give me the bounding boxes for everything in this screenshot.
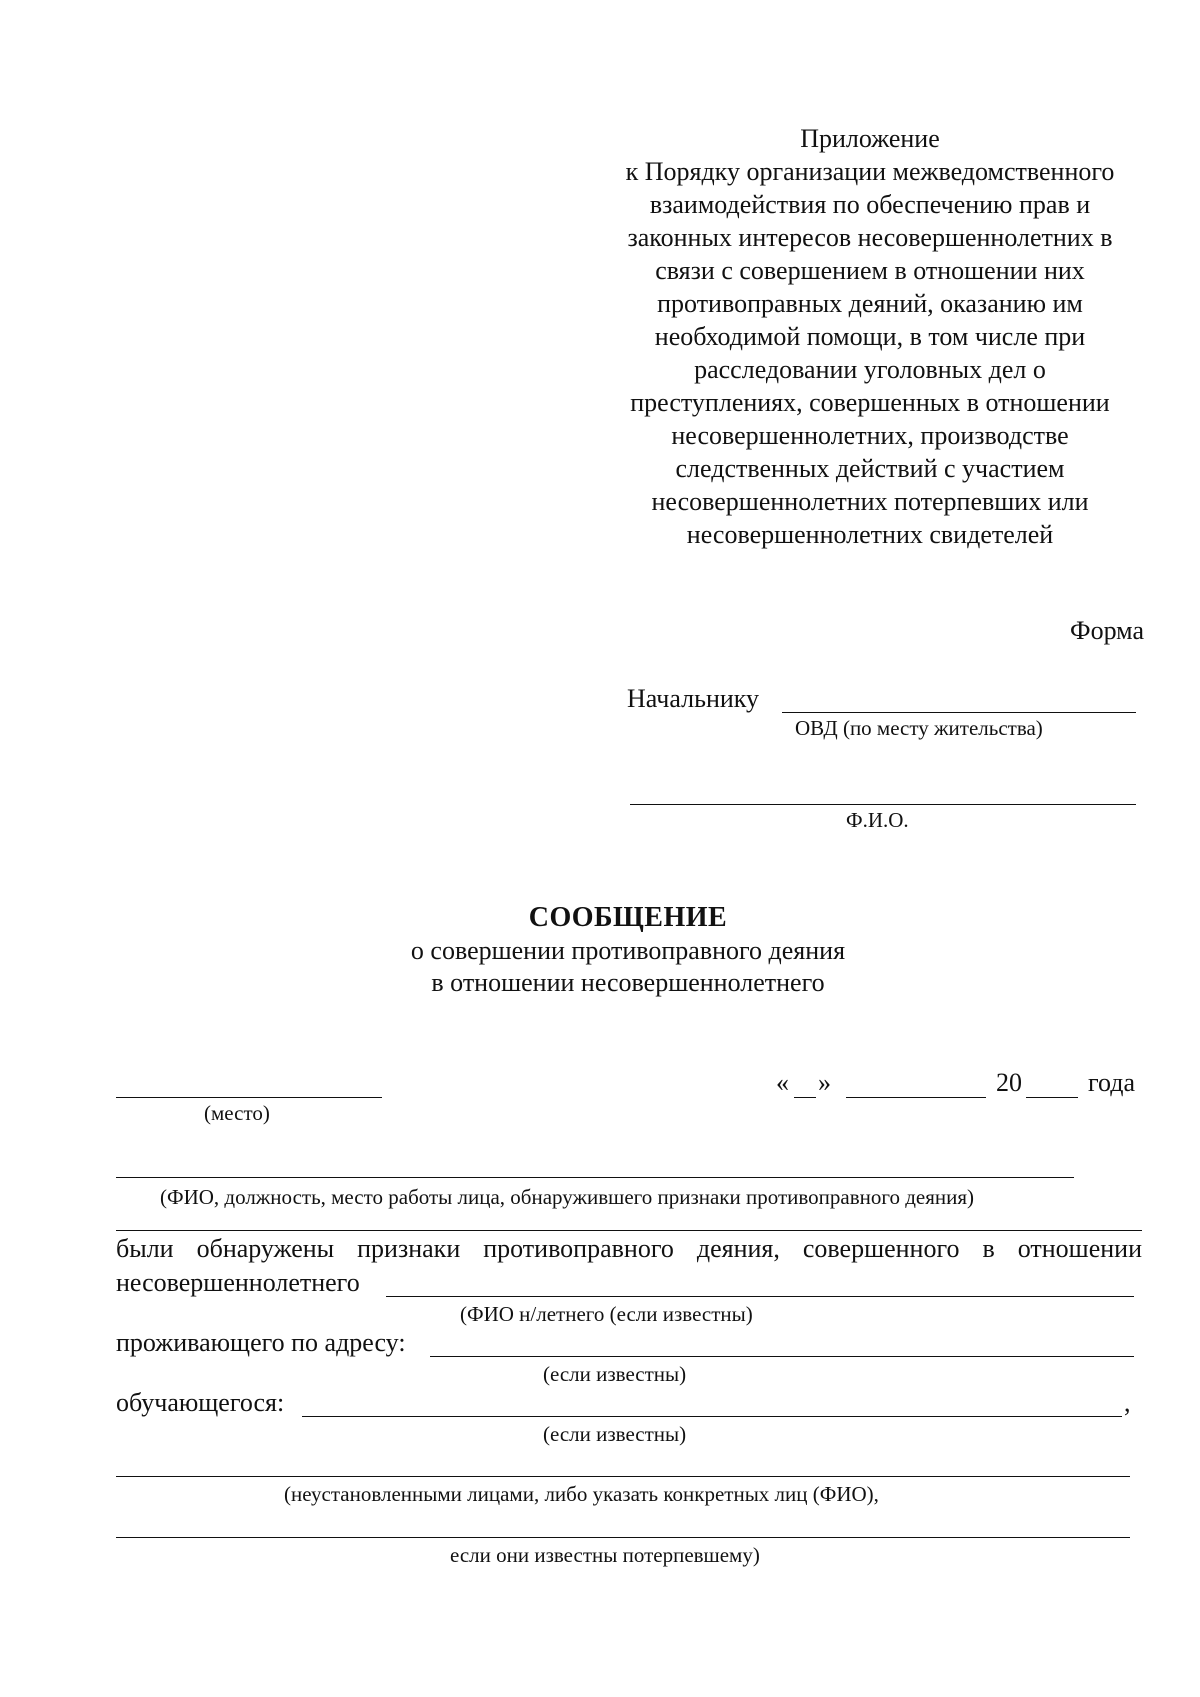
persons-caption-1: (неустановленными лицами, либо указать конкретных лиц (ФИО), xyxy=(284,1482,879,1506)
persons-caption-2: если они известны потерпевшему) xyxy=(450,1543,760,1567)
minor-field-line[interactable] xyxy=(386,1296,1134,1297)
appendix-line: связи с совершением в отношении них xyxy=(655,256,1085,285)
school-label: обучающегося: xyxy=(116,1388,285,1417)
year-field-line[interactable] xyxy=(1026,1097,1078,1098)
document-title: СООБЩЕНИЕ xyxy=(528,902,728,933)
address-label: проживающего по адресу: xyxy=(116,1328,406,1357)
reporter-caption: (ФИО, должность, место работы лица, обнаружившего признаки противоправного деяния) xyxy=(160,1185,974,1209)
appendix-line: несовершеннолетних, производстве xyxy=(671,421,1069,450)
school-caption: (если известны) xyxy=(543,1422,687,1446)
month-field-line[interactable] xyxy=(846,1097,986,1098)
ovd-field-line[interactable] xyxy=(782,712,1136,713)
appendix-line: Приложение xyxy=(800,124,940,153)
reporter-field-line[interactable] xyxy=(116,1177,1074,1178)
separator-line xyxy=(116,1230,1142,1231)
appendix-line: несовершеннолетних свидетелей xyxy=(686,520,1054,549)
appendix-line: необходимой помощи, в том числе при xyxy=(654,322,1086,351)
appendix-line: несовершеннолетних потерпевших или xyxy=(651,487,1089,516)
document-subtitle-1: о совершении противоправного деяния xyxy=(410,936,846,965)
persons-field-line-2[interactable] xyxy=(116,1537,1130,1538)
year-prefix: 20 xyxy=(996,1068,1022,1097)
appendix-line: к Порядку организации межведомственного xyxy=(625,157,1115,186)
day-field-line[interactable] xyxy=(794,1097,816,1098)
appendix-header xyxy=(596,122,1144,551)
addressee-label: Начальнику xyxy=(627,684,760,713)
minor-label: несовершеннолетнего xyxy=(116,1268,360,1297)
appendix-line: расследовании уголовных дел о xyxy=(694,355,1046,384)
quote-close: » xyxy=(818,1068,831,1097)
fio-caption: Ф.И.О. xyxy=(846,808,909,832)
form-label: Форма xyxy=(1070,616,1144,645)
appendix-line: законных интересов несовершеннолетних в xyxy=(627,223,1113,252)
appendix-line: взаимодействия по обеспечению прав и xyxy=(649,190,1091,219)
appendix-line: следственных действий с участием xyxy=(675,454,1065,483)
year-suffix: года xyxy=(1088,1068,1136,1097)
school-field-line[interactable] xyxy=(302,1416,1122,1417)
address-caption: (если известны) xyxy=(543,1362,687,1386)
quote-open: « xyxy=(776,1068,789,1097)
persons-field-line-1[interactable] xyxy=(116,1476,1130,1477)
appendix-line: противоправных деяний, оказанию им xyxy=(657,289,1083,318)
appendix-line: преступлениях, совершенных в отношении xyxy=(630,388,1110,417)
school-comma: , xyxy=(1124,1388,1131,1417)
place-field-line[interactable] xyxy=(116,1097,382,1098)
document-subtitle-2: в отношении несовершеннолетнего xyxy=(431,968,825,997)
place-caption: (место) xyxy=(204,1101,270,1125)
fio-field-line[interactable] xyxy=(630,804,1136,805)
address-field-line[interactable] xyxy=(430,1356,1134,1357)
body-detected-text: были обнаружены признаки противоправного деяния, совершенного в отношении xyxy=(116,1234,1142,1263)
minor-caption: (ФИО н/летнего (если известны) xyxy=(460,1302,753,1326)
ovd-caption: ОВД (по месту жительства) xyxy=(795,716,1043,740)
